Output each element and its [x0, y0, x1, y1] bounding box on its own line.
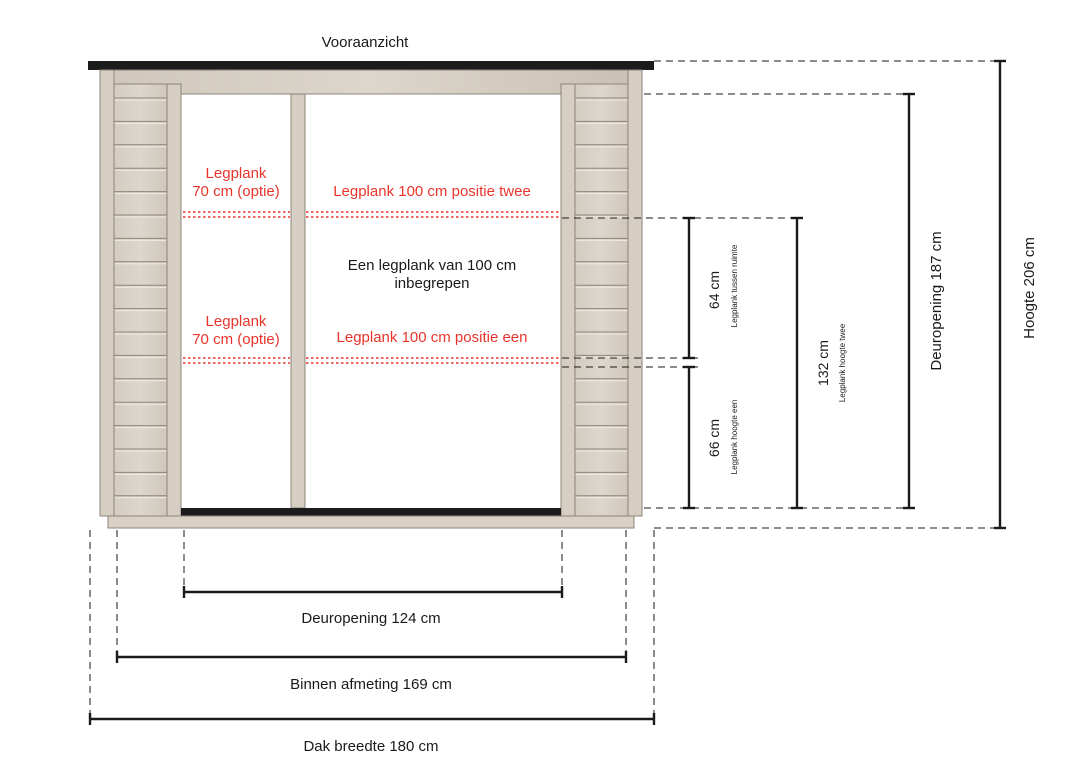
total-height-label: Hoogte 206 cm	[1021, 237, 1038, 339]
left-bottom-shelf-label-2: 70 cm (optie)	[192, 331, 280, 348]
diagram-title: Vooraanzicht	[321, 34, 409, 51]
roof-width-label: Dak breedte 180 cm	[303, 738, 439, 755]
divider-post	[291, 94, 305, 508]
shelf-labels	[192, 165, 531, 348]
second-caption-label: Legplank hoogte twee	[838, 323, 847, 403]
left-corner-post	[100, 70, 114, 516]
roof	[88, 61, 654, 70]
floor-base	[108, 516, 634, 528]
included-shelf-note-1: Een legplank van 100 cm	[347, 257, 517, 274]
right-door-post	[561, 84, 575, 516]
horizontal-dimensions	[90, 530, 654, 755]
right-corner-post	[628, 70, 642, 516]
inner-width-label: Binnen afmeting 169 cm	[290, 676, 452, 693]
second-value-label: 132 cm	[815, 340, 831, 386]
left-top-shelf-label-1: Legplank	[205, 165, 267, 182]
door-threshold	[181, 508, 561, 516]
left-bottom-shelf-label-1: Legplank	[205, 313, 267, 330]
first-value-label: 66 cm	[706, 418, 722, 458]
first-caption-label: Legplank hoogte een	[730, 399, 739, 475]
shed-structure	[88, 61, 654, 528]
included-shelf-note-2: inbegrepen	[394, 275, 470, 292]
door-opening-height-label: Deuropening 187 cm	[928, 231, 945, 371]
left-top-shelf-label-2: 70 cm (optie)	[192, 183, 280, 200]
left-door-post	[167, 84, 181, 516]
gap-value-label: 64 cm	[706, 270, 722, 310]
right-top-shelf-label: Legplank 100 cm positie twee	[333, 183, 531, 200]
gap-caption-label: Legplank tussen ruimte	[730, 244, 739, 328]
right-bottom-shelf-label: Legplank 100 cm positie een	[336, 329, 528, 346]
horizontal-dimension-bars	[90, 586, 654, 725]
door-opening-width-label: Deuropening 124 cm	[301, 610, 441, 627]
